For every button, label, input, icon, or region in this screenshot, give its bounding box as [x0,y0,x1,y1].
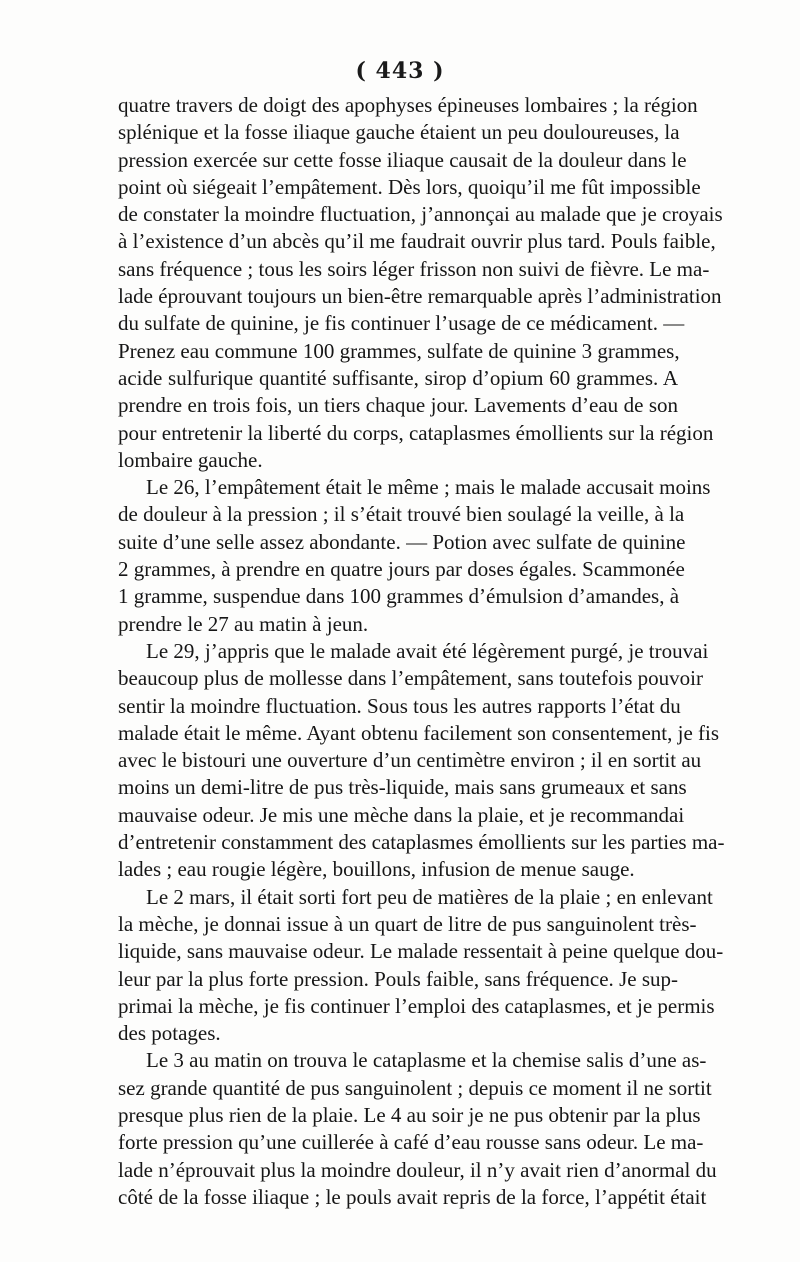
text-line: leur par la plus forte pression. Pouls faible, sans fréquence. Je sup- [118,966,678,991]
text-line: côté de la fosse iliaque ; le pouls avait repris de la force, l’appétit était [118,1184,707,1209]
text-line: du sulfate de quinine, je fis continuer l’usage de ce médicament. — [118,311,685,336]
text-line: splénique et la fosse iliaque gauche étaient un peu douloureuses, la [118,120,680,145]
text-line: presque plus rien de la plaie. Le 4 au soir je ne pus obtenir par la plus [118,1102,701,1127]
text-line: sez grande quantité de pus sanguinolent ; depuis ce moment il ne sortit [118,1075,712,1100]
text-line: lades ; eau rougie légère, bouillons, infusion de menue sauge. [118,857,635,882]
text-line: de douleur à la pression ; il s’était trouvé bien soulagé la veille, à la [118,502,685,527]
text-line: quatre travers de doigt des apophyses épineuses lombaires ; la région [118,93,698,117]
text-line: des potages. [118,1021,221,1046]
text-line: primai la mèche, je fis continuer l’emploi des cataplasmes, et je permis [118,993,715,1018]
paragraph [118,92,723,474]
text-line: suite d’une selle assez abondante. — Potion avec sulfate de quinine [118,529,686,554]
text-line: lade éprouvant toujours un bien-être remarquable après l’administration [118,284,722,309]
text-line: prendre le 27 au matin à jeun. [118,611,369,636]
text-line: à l’existence d’un abcès qu’il me faudrait ouvrir plus tard. Pouls faible, [118,229,716,254]
text-line: moins un demi-litre de pus très-liquide, mais sans grumeaux et sans [118,775,687,800]
text-line: pour entretenir la liberté du corps, cataplasmes émollients sur la région [118,420,714,445]
text-line: mauvaise odeur. Je mis une mèche dans la plaie, et je recommandai [118,802,685,827]
paragraph [118,474,711,638]
text-line: point où siégeait l’empâtement. Dès lors, quoiqu’il me fût impossible [118,174,701,199]
body-text [118,92,725,1211]
text-line: Prenez eau commune 100 grammes, sulfate de quinine 3 grammes, [118,338,680,363]
page-number: ( 443 ) [355,58,445,84]
text-line: beaucoup plus de mollesse dans l’empâtement, sans toutefois pouvoir [118,666,703,691]
text-line: 2 grammes, à prendre en quatre jours par doses égales. Scammonée [118,557,685,582]
text-line: sans fréquence ; tous les soirs léger frisson non suivi de fièvre. Le ma- [118,256,710,281]
text-line: prendre en trois fois, un tiers chaque jour. Lavements d’eau de son [118,393,678,418]
paragraph [118,638,725,884]
paragraph [118,884,724,1048]
paragraph [118,1047,717,1211]
text-line: lombaire gauche. [118,447,263,472]
text-line: Le 3 au matin on trouva le cataplasme et la chemise salis d’une as- [146,1048,707,1073]
text-line: liquide, sans mauvaise odeur. Le malade ressentait à peine quelque dou- [118,939,724,964]
text-line: Le 2 mars, il était sorti fort peu de matières de la plaie ; en enlevant [146,884,713,909]
text-line: avec le bistouri une ouverture d’un centimètre environ ; il en sortit au [118,748,702,773]
text-line: sentir la moindre fluctuation. Sous tous les autres rapports l’état du [118,693,681,718]
text-line: Le 29, j’appris que le malade avait été légèrement purgé, je trouvai [146,638,709,663]
text-line: malade était le même. Ayant obtenu facilement son consentement, je fis [118,720,720,745]
text-line: 1 gramme, suspendue dans 100 grammes d’émulsion d’amandes, à [118,584,680,609]
text-line: la mèche, je donnai issue à un quart de litre de pus sanguinolent très- [118,911,697,936]
text-line: d’entretenir constamment des cataplasmes émollients sur les parties ma- [118,830,725,855]
text-line: pression exercée sur cette fosse iliaque causait de la douleur dans le [118,147,687,172]
text-line: forte pression qu’une cuillerée à café d’eau rousse sans odeur. Le ma- [118,1130,704,1155]
text-line: acide sulfurique quantité suffisante, sirop d’opium 60 grammes. A [118,365,678,390]
text-line: de constater la moindre fluctuation, j’annonçai au malade que je croyais [118,202,723,227]
text-line: lade n’éprouvait plus la moindre douleur, il n’y avait rien d’anormal du [118,1157,717,1182]
text-line: Le 26, l’empâtement était le même ; mais le malade accusait moins [146,475,711,500]
